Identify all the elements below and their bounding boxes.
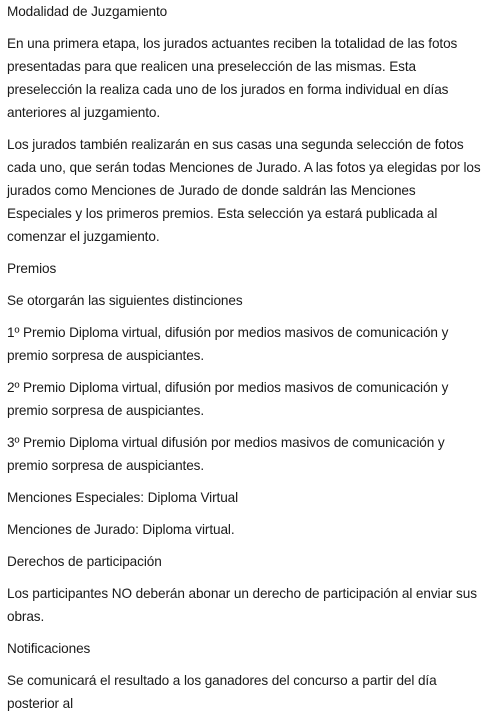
heading-premios: Premios bbox=[7, 261, 57, 276]
heading-notificaciones: Notificaciones bbox=[7, 641, 91, 656]
paragraph-menciones-de-jurado: Menciones de Jurado: Diploma virtual. bbox=[7, 522, 235, 537]
paragraph-segunda-seleccion: Los jurados también realizarán en sus casas una segunda selección de fotos cada uno, que serán todas Menciones de Jurado. A las fotos ya elegidas por los jurados como Menciones de Jurado de donde saldrán las Menciones Especiales y los primeros premios. Esta selección ya estará publicada al comenzar el juzgamiento. bbox=[7, 137, 481, 244]
paragraph-primer-premio: 1º Premio Diploma virtual, difusión por medios masivos de comunicación y premio sorpresa de auspiciantes. bbox=[7, 325, 449, 363]
document-body bbox=[7, 0, 481, 724]
paragraph-primera-etapa: En una primera etapa, los jurados actuantes reciben la totalidad de las fotos presentadas para que realicen una preselección de las mismas. Esta preselección la realiza cada uno de los jurados en forma individual en días anteriores al juzgamiento. bbox=[7, 36, 458, 120]
paragraph-tercer-premio: 3º Premio Diploma virtual difusión por medios masivos de comunicación y premio sorpresa de auspiciantes. bbox=[7, 435, 445, 473]
heading-derechos-de-participacion: Derechos de participación bbox=[7, 554, 162, 569]
heading-modalidad-de-juzgamiento: Modalidad de Juzgamiento bbox=[7, 4, 168, 19]
paragraph-menciones-especiales: Menciones Especiales: Diploma Virtual bbox=[7, 490, 239, 505]
paragraph-comunicacion-resultado: Se comunicará el resultado a los ganadores del concurso a partir del día posterior al bbox=[7, 673, 437, 711]
paragraph-derecho-participacion: Los participantes NO deberán abonar un derecho de participación al enviar sus obras. bbox=[7, 586, 477, 624]
paragraph-distinciones: Se otorgarán las siguientes distinciones bbox=[7, 293, 243, 308]
paragraph-segundo-premio: 2º Premio Diploma virtual, difusión por medios masivos de comunicación y premio sorpresa de auspiciantes. bbox=[7, 380, 449, 418]
